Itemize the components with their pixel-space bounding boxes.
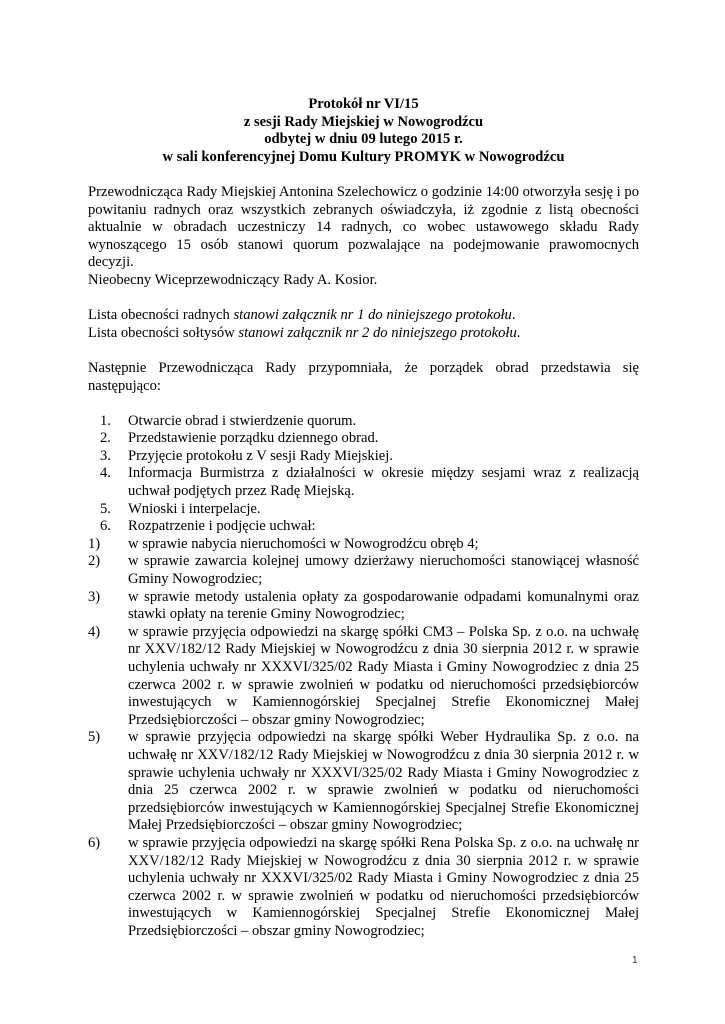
- opening-paragraph: Przewodnicząca Rady Miejskiej Antonina Szelechowicz o godzinie 14:00 otworzyła sesję i po powitaniu radnych oraz wszystkich zebranych oświadczyła, iż zgodnie z listą obecności aktualnie w obradach uczestniczy 14 radnych, co wobec ustawowego składu Rady wynoszącego 15 osób stanowi quorum pozwalające na podejmowanie prawomocnych decyzji.: [88, 183, 639, 271]
- list-marker: 1.: [100, 412, 111, 429]
- spacer: [88, 395, 639, 413]
- session-date: odbytej w dniu 09 lutego 2015 r.: [264, 131, 463, 148]
- list-item-text: w sprawie przyjęcia odpowiedzi na skargę spółki Rena Polska Sp. z o.o. na uchwałę nr XXV/182/12 Rady Miejskiej w Nowogrodźcu z dnia 30 sierpnia 2012 r. w sprawie uchylenia uchwały nr XXXVI/325/02 Rady Miasta i Gminy Nowogrodziec z dnia 25 czerwca 2002 r. w sprawie zwolnień w podatku od nieruchomości przedsiębiorców inwestujących w Kamiennogórskiej Specjalnej Strefie Ekonomicznej Małej Przedsiębiorczości – obszar gminy Nowogrodziec;: [128, 834, 639, 939]
- list-item-text: w sprawie zawarcia kolejnej umowy dzierżawy nieruchomości stanowiącej własność Gminy Nowogrodziec;: [128, 553, 639, 588]
- agenda-intro: Następnie Przewodnicząca Rady przypomniała, że porządek obrad przedstawia się następująco:: [88, 359, 639, 394]
- spacer: [88, 342, 639, 360]
- list-item: [88, 465, 639, 500]
- list-marker: 5.: [100, 500, 111, 517]
- list-item: [88, 430, 639, 448]
- session-name: z sesji Rady Miejskiej w Nowogrodźcu: [243, 113, 484, 130]
- list-marker: 4): [88, 623, 101, 640]
- agenda-list: [88, 413, 639, 536]
- attendance-village-heads: [88, 325, 639, 343]
- list-item-text: Rozpatrzenie i podjęcie uchwał:: [128, 518, 316, 535]
- attendance-councillors-attachment: stanowi załącznik nr 1 do niniejszego protokołu: [233, 307, 512, 324]
- list-item: [88, 536, 639, 554]
- list-item-text: w sprawie metody ustalenia opłaty za gospodarowanie odpadami komunalnymi oraz stawki opłaty na terenie Gminy Nowogrodziec;: [128, 588, 639, 623]
- attendance-village-heads-attachment: stanowi załącznik nr 2 do niniejszego protokołu: [238, 324, 517, 341]
- spacer: [88, 166, 639, 184]
- spacer: [88, 290, 639, 308]
- list-item-text: w sprawie przyjęcia odpowiedzi na skargę spółki Weber Hydraulika Sp. z o.o. na uchwałę nr XXV/182/12 Rady Miejskiej w Nowogrodźcu z dnia 30 sierpnia 2012 r. w sprawie uchylenia uchwały nr XXXVI/325/02 Rady Miasta i Gminy Nowogrodziec z dnia 25 czerwca 2002 r. w sprawie zwolnień w podatku od nieruchomości przedsiębiorców inwestujących w Kamiennogórskiej Specjalnej Strefie Ekonomicznej Małej Przedsiębiorczości – obszar gminy Nowogrodziec;: [128, 729, 639, 834]
- attendance-councillors-label: Lista obecności radnych: [88, 307, 234, 324]
- document-page: [88, 96, 639, 941]
- page-number: 1: [632, 955, 638, 966]
- session-location: w sali konferencyjnej Domu Kultury PROMYK w Nowogrodźcu: [162, 148, 565, 165]
- protocol-header: [88, 96, 639, 166]
- protocol-title: Protokół nr VI/15: [308, 96, 419, 112]
- list-item-text: Otwarcie obrad i stwierdzenie quorum.: [128, 412, 357, 429]
- list-marker: 1): [88, 535, 101, 552]
- list-marker: 4.: [100, 465, 111, 482]
- list-marker: 3.: [100, 447, 111, 464]
- list-item: [88, 553, 639, 588]
- attendance-councillors: [88, 307, 639, 325]
- list-item: [88, 501, 639, 519]
- list-marker: 3): [88, 588, 101, 605]
- list-item-text: Przedstawienie porządku dziennego obrad.: [128, 430, 379, 447]
- list-item-text: Przyjęcie protokołu z V sesji Rady Miejskiej.: [128, 447, 393, 464]
- attendance-councillors-end: .: [511, 307, 516, 324]
- list-item: [88, 413, 639, 431]
- list-marker: 5): [88, 729, 101, 746]
- list-item-text: w sprawie przyjęcia odpowiedzi na skargę spółki CM3 – Polska Sp. z o.o. na uchwałę nr XXV/182/12 Rady Miejskiej w Nowogrodźcu z dnia 30 sierpnia 2012 r. w sprawie uchylenia uchwały nr XXXVI/325/02 Rady Miasta i Gminy Nowogrodziec z dnia 25 czerwca 2002 r. w sprawie zwolnień w podatku od nieruchomości przedsiębiorców inwestujących w Kamiennogórskiej Specjalnej Strefie Ekonomicznej Małej Przedsiębiorczości – obszar gminy Nowogrodziec;: [128, 623, 639, 728]
- absence-note: Nieobecny Wiceprzewodniczący Rady A. Kosior.: [88, 271, 378, 288]
- list-marker: 2.: [100, 430, 111, 447]
- list-marker: 6): [88, 834, 101, 851]
- list-item: [88, 518, 639, 536]
- list-item: [88, 448, 639, 466]
- resolutions-list: [88, 536, 639, 941]
- list-item-text: Wnioski i interpelacje.: [128, 500, 261, 517]
- list-marker: 6.: [100, 518, 111, 535]
- list-item: [88, 835, 639, 941]
- attendance-village-heads-end: .: [516, 324, 521, 341]
- list-item: [88, 624, 639, 730]
- list-item-text: w sprawie nabycia nieruchomości w Nowogrodźcu obręb 4;: [128, 535, 479, 552]
- list-item: [88, 729, 639, 835]
- attendance-village-heads-label: Lista obecności sołtysów: [88, 324, 239, 341]
- list-item: [88, 589, 639, 624]
- list-item-text: Informacja Burmistrza z działalności w okresie między sesjami wraz z realizacją uchwał podjętych przez Radę Miejską.: [128, 465, 639, 500]
- list-marker: 2): [88, 553, 101, 570]
